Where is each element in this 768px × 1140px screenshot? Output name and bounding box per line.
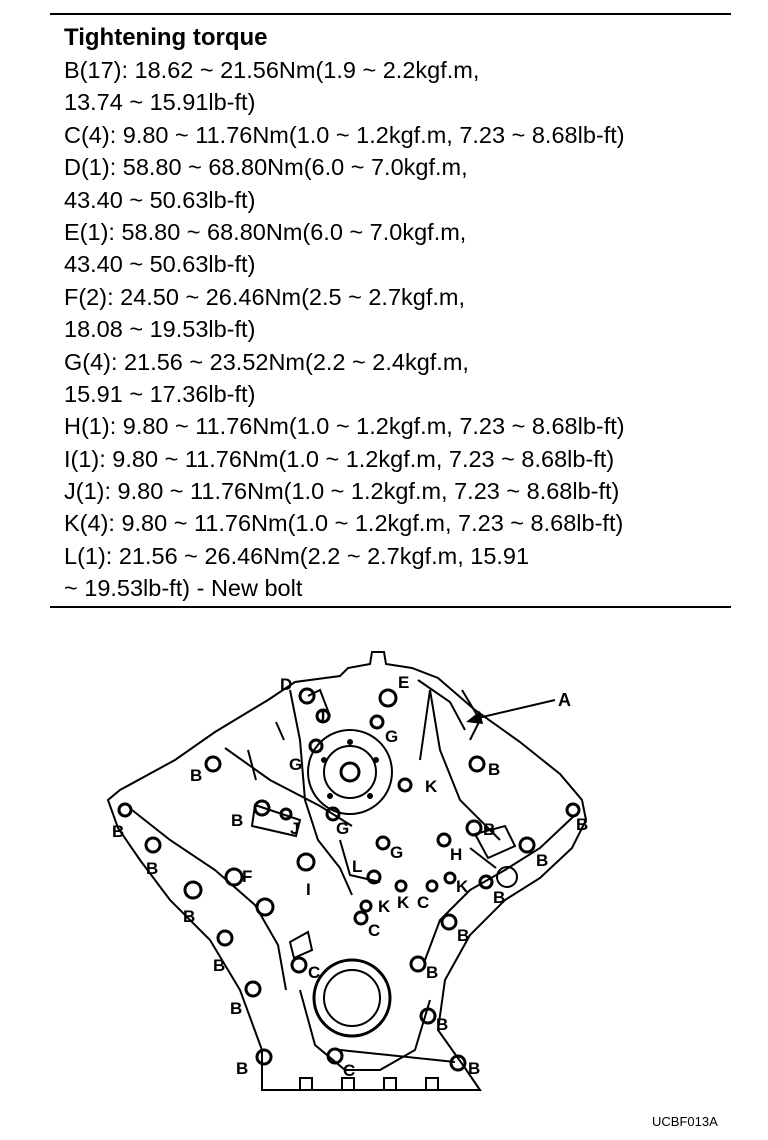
label-k: K [378,897,391,916]
crankshaft-seal [314,960,390,1036]
bottom-rule [50,606,731,608]
top-rule [50,13,731,15]
label-d: D [280,675,293,694]
spec-line: F(2): 24.50 ~ 26.46Nm(2.5 ~ 2.7kgf.m, [64,283,466,310]
spec-line: B(17): 18.62 ~ 21.56Nm(1.9 ~ 2.2kgf.m, [64,57,480,83]
spec-line: 13.74 ~ 15.91lb-ft) [64,89,256,116]
label-b: B [146,859,159,878]
pointer-arrow [466,700,555,724]
label-b: B [457,926,470,945]
label-j: J [316,707,326,726]
label-g: G [289,755,303,774]
label-g: G [336,819,350,838]
label-c: C [343,1061,356,1080]
spec-line: I(1): 9.80 ~ 11.76Nm(1.0 ~ 1.2kgf.m, 7.23 ~ 8.68lb-ft) [64,445,615,472]
label-b: B [488,760,501,779]
label-f: F [242,867,253,886]
label-h: H [450,845,463,864]
label-c: C [417,893,430,912]
torque-spec-block [64,22,744,605]
spec-line: L(1): 21.56 ~ 26.46Nm(2.2 ~ 2.7kgf.m, 15.91 [64,542,530,569]
label-l: L [352,857,363,876]
label-b: B [436,1015,449,1034]
spec-line: E(1): 58.80 ~ 68.80Nm(6.0 ~ 7.0kgf.m, [64,218,467,245]
spec-line: 15.91 ~ 17.36lb-ft) [64,380,256,407]
spec-line: G(4): 21.56 ~ 23.52Nm(2.2 ~ 2.4kgf.m, [64,348,469,375]
spec-line: ~ 19.53lb-ft) - New bolt [64,575,303,602]
label-e: E [398,673,410,692]
spec-line: C(4): 9.80 ~ 11.76Nm(1.0 ~ 1.2kgf.m, 7.23 ~ 8.68lb-ft) [64,121,625,148]
spec-line: K(4): 9.80 ~ 11.76Nm(1.0 ~ 1.2kgf.m, 7.23 ~ 8.68lb-ft) [64,510,624,537]
label-b: B [183,907,196,926]
label-k: K [456,877,469,896]
timing-cover-diagram [0,620,768,1100]
label-b: B [536,851,549,870]
spec-line: 18.08 ~ 19.53lb-ft) [64,316,256,343]
label-g: G [390,843,404,862]
label-c: C [308,963,321,982]
label-b: B [236,1059,249,1078]
label-b: B [426,963,439,982]
spec-title: Tightening torque [64,24,268,51]
label-b: B [230,999,243,1018]
spec-line: J(1): 9.80 ~ 11.76Nm(1.0 ~ 1.2kgf.m, 7.23 ~ 8.68lb-ft) [64,478,620,505]
label-k: K [397,893,410,912]
spec-line: H(1): 9.80 ~ 11.76Nm(1.0 ~ 1.2kgf.m, 7.23 ~ 8.68lb-ft) [64,413,625,440]
figure-code: UCBF013A [652,1114,718,1129]
label-j: J [290,819,300,838]
pointer-label-a: A [558,690,571,710]
label-b: B [483,820,496,839]
label-b: B [213,956,226,975]
spec-line: D(1): 58.80 ~ 68.80Nm(6.0 ~ 7.0kgf.m, [64,154,468,181]
label-k: K [425,777,438,796]
label-g: G [385,727,399,746]
label-b: B [493,888,506,907]
label-b: B [468,1059,481,1078]
cover-outline [108,652,589,1090]
label-b: B [112,822,125,841]
label-b: B [576,815,589,834]
label-b: B [190,766,203,785]
spec-line: 43.40 ~ 50.63lb-ft) [64,186,256,213]
label-i: I [306,880,311,899]
label-c: C [368,921,381,940]
label-b: B [231,811,244,830]
spec-line: 43.40 ~ 50.63lb-ft) [64,251,256,278]
